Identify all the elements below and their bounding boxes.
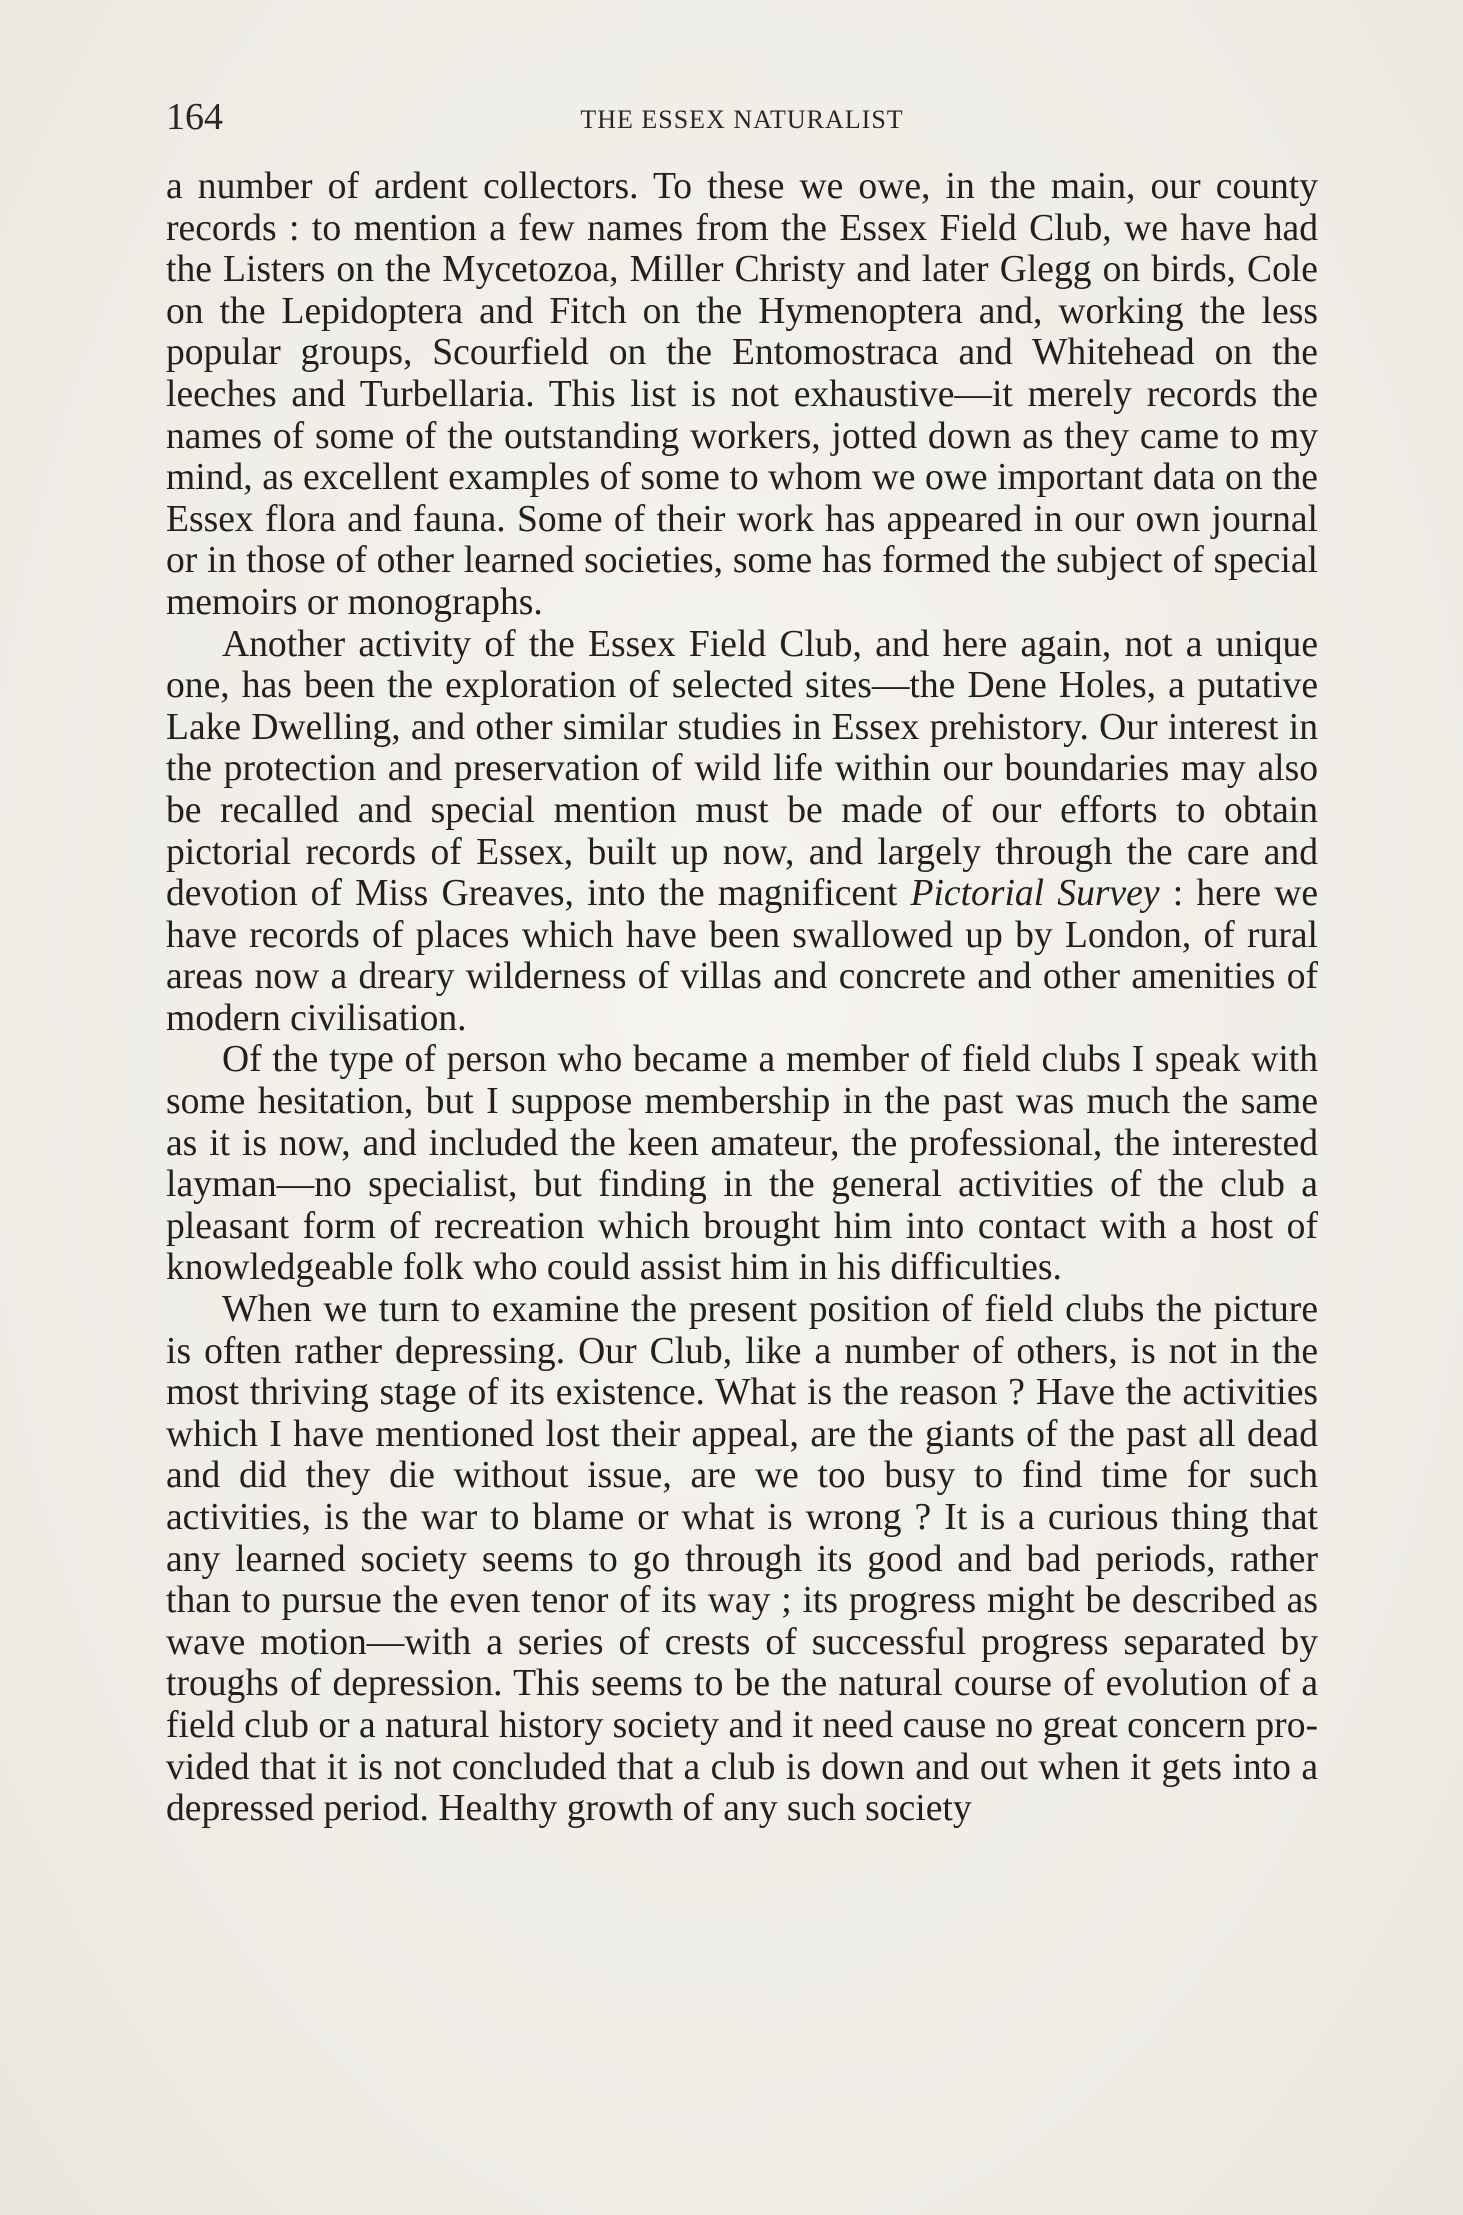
body-text	[166, 166, 1318, 1830]
paragraph-text-part: : here we have records of places which have been swallowed up by London, of rural areas now a dreary wilderness of villas and concrete and other amenities of modern civilisation.	[166, 873, 1319, 1039]
paragraph-text-part: Another activity of the Essex Field Club, and here again, not a unique one, has been the exploration of selected sites—the Dene Holes, a putative Lake Dwelling, and other similar studies in Essex prehistory. Our interest in the protection and preservation of wild life within our boundaries may also be recalled and special mention must be made of our efforts to obtain pictorial records of Essex, built up now, and largely through the care and devotion of Miss Greaves, into the magnificent	[166, 623, 1318, 915]
page-header	[166, 92, 1318, 142]
page-number: 164	[166, 96, 223, 138]
paragraph-membership: Of the type of person who became a member of field clubs I speak with some hesitation, but I suppose membership in the past was much the same as it is now, and included the keen amateur, the professional, the interested layman—no specialist, but finding in the general activities of the club a pleasant form of recreation which brought him into contact with a host of knowledgeable folk who could assist him in his difficulties.	[166, 1039, 1318, 1289]
pictorial-survey-title: Pictorial Survey	[910, 873, 1160, 915]
paragraph-collectors: a number of ardent collectors. To these we owe, in the main, our county records : to mention a few names from the Essex Field Club, we have had the Listers on the Mycetozoa, Miller Christy and later Glegg on birds, Cole on the Lepidoptera and Fitch on the Hymenoptera and, working the less popular groups, Scourfield on the Entomostraca and Whitehead on the leeches and Turbellaria. This list is not exhaustive—it merely records the names of some of the outstanding workers, jotted down as they came to my mind, as excellent examples of some to whom we owe important data on the Essex flora and fauna. Some of their work has appeared in our own journal or in those of other learned societies, some has formed the subject of special memoirs or monographs.	[166, 166, 1318, 623]
paragraph-field-club-activities	[166, 624, 1318, 1040]
running-title: THE ESSEX NATURALIST	[580, 105, 904, 134]
paragraph-present-position: When we turn to examine the present position of field clubs the picture is often rather depressing. Our Club, like a number of others, is not in the most thriving stage of its existence. What is the reason ? Have the activities which I have mentioned lost their appeal, are the giants of the past all dead and did they die without issue, are we too busy to find time for such activities, is the war to blame or what is wrong ? It is a curious thing that any learned society seems to go through its good and bad periods, rather than to pursue the even tenor of its way ; its progress might be described as wave motion—with a series of crests of successful progress separated by troughs of depression. This seems to be the natural course of evolution of a field club or a natural history society and it need cause no great concern provided that it is not concluded that a club is down and out when it gets into a depressed period. Healthy growth of any such society	[166, 1289, 1318, 1830]
